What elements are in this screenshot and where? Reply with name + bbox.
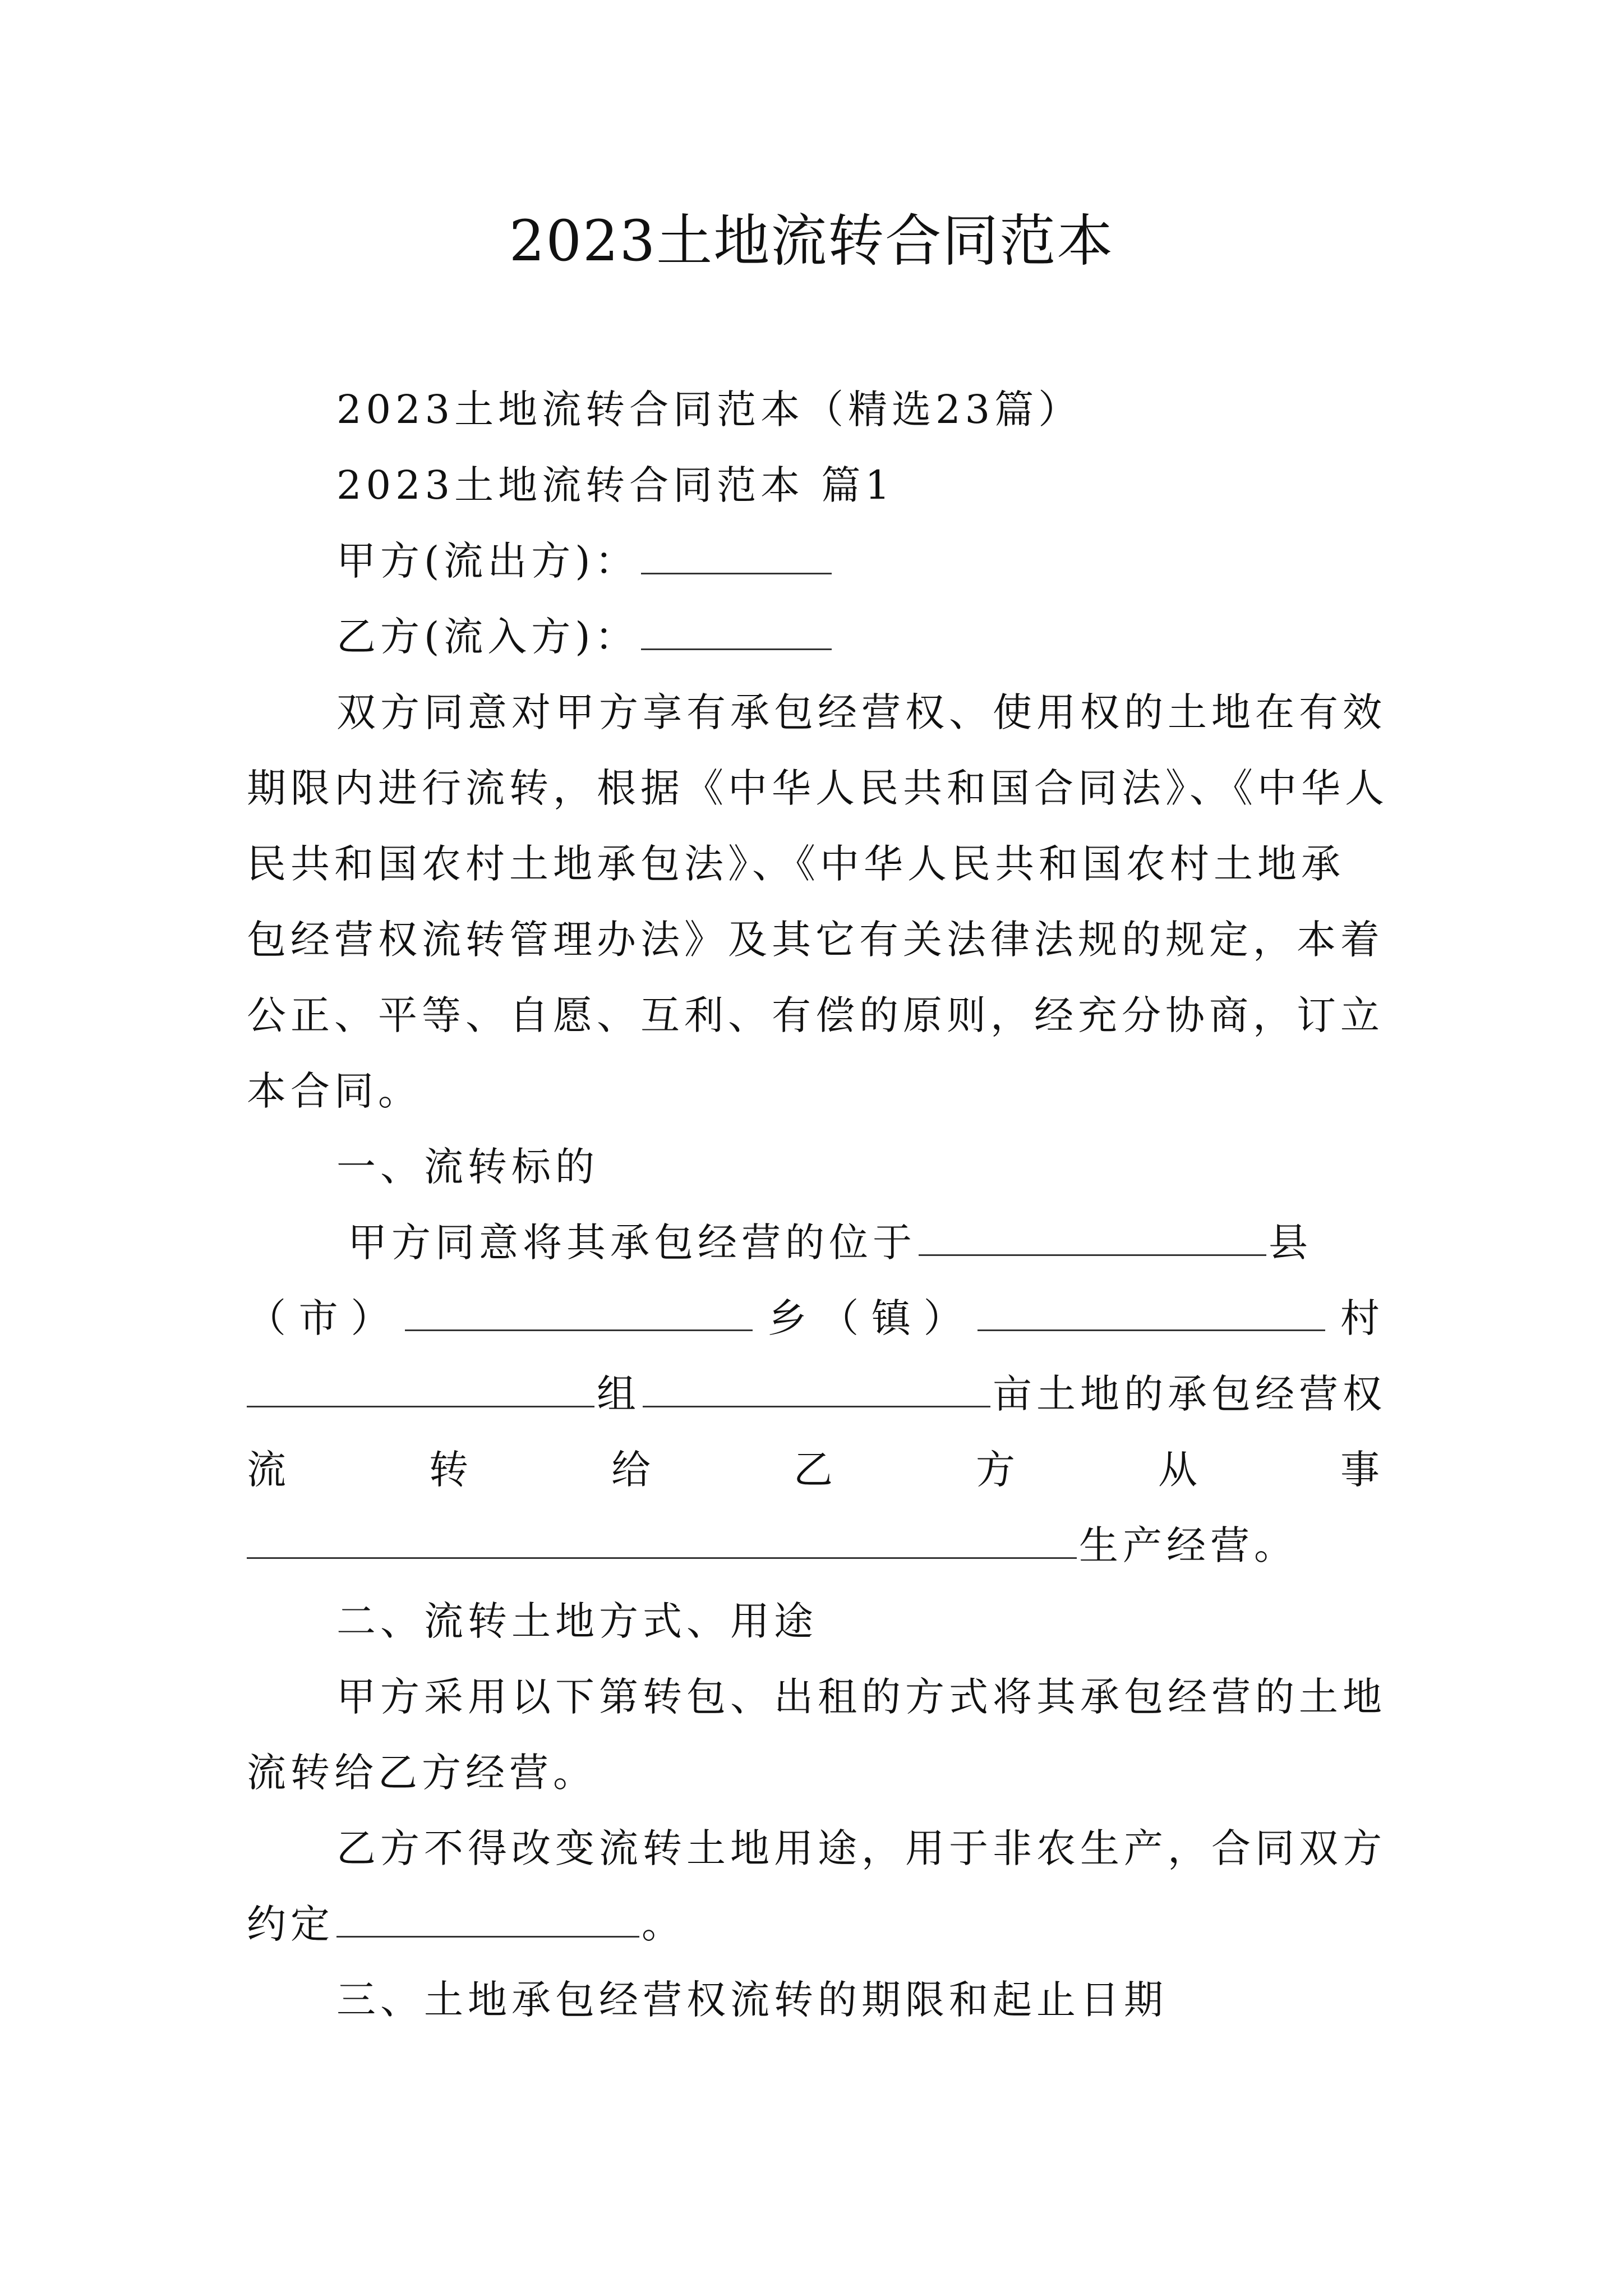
intro-line-1: 双方同意对甲方享有承包经营权、使用权的土地在有效 <box>336 689 1386 735</box>
intro-line-5: 公正、平等、自愿、互利、有偿的原则，经充分协商，订立 <box>247 992 1384 1038</box>
clause2-p1-line1: 甲方采用以下第转包、出租的方式将其承包经营的土地 <box>336 1674 1386 1720</box>
town-label: 镇 <box>871 1295 911 1341</box>
document-subtitle: 2023土地流转合同范本（精选23篇） <box>336 386 1082 432</box>
agreement-end: 。 <box>642 1901 685 1947</box>
city-blank[interactable] <box>405 1290 753 1331</box>
group-blank[interactable] <box>643 1366 990 1407</box>
transfer-word: 事 <box>1340 1447 1380 1493</box>
transfer-word: 从 <box>1158 1447 1197 1493</box>
clause1-transfer-line <box>247 1442 1380 1498</box>
transfer-word: 转 <box>429 1447 468 1493</box>
intro-line-2: 期限内进行流转，根据《中华人民共和国合同法》、《中华人 <box>247 765 1389 811</box>
party-b-blank[interactable] <box>641 609 832 650</box>
clause1-location-text: 甲方同意将其承包经营的位于 <box>348 1220 916 1266</box>
clause2-heading: 二、流转土地方式、用途 <box>336 1598 818 1644</box>
city-label: 市 <box>298 1295 338 1341</box>
section-heading: 2023土地流转合同范本 篇1 <box>336 462 895 508</box>
intro-line-4: 包经营权流转管理办法》及其它有关法律法规的规定，本着 <box>247 917 1384 963</box>
clause3-heading: 三、土地承包经营权流转的期限和起止日期 <box>336 1977 1168 2023</box>
city-open: （ <box>247 1295 286 1341</box>
party-a-label: 甲方(流出方)： <box>336 538 639 584</box>
agreement-label: 约定 <box>247 1901 334 1947</box>
clause1-purpose-line <box>247 1517 1380 1573</box>
intro-line-3: 民共和国农村土地承包法》、《中华人民共和国农村土地承 <box>247 841 1345 887</box>
document-title: 2023土地流转合同范本 <box>509 208 1114 274</box>
transfer-word: 乙 <box>794 1447 833 1493</box>
town-open: （ <box>819 1295 859 1341</box>
party-b-label: 乙方(流入方)： <box>336 614 639 660</box>
purpose-end: 生产经营。 <box>1079 1522 1298 1568</box>
county-blank[interactable] <box>919 1215 1266 1256</box>
party-a-line <box>336 533 834 589</box>
city-close: ） <box>351 1295 390 1341</box>
mu-label: 亩土地的承包经营权 <box>993 1371 1386 1417</box>
clause1-group-line <box>247 1366 1386 1422</box>
clause1-heading: 一、流转标的 <box>336 1144 599 1190</box>
clause1-city-line <box>247 1290 1380 1346</box>
transfer-word: 流 <box>247 1447 286 1493</box>
town-blank[interactable] <box>978 1290 1325 1331</box>
township-label: 乡 <box>767 1295 807 1341</box>
party-b-line <box>336 609 834 665</box>
village-blank[interactable] <box>247 1366 594 1407</box>
clause2-p1-line2: 流转给乙方经营。 <box>247 1750 597 1796</box>
transfer-word: 方 <box>976 1447 1015 1493</box>
group-label: 组 <box>597 1371 640 1417</box>
county-label: 县 <box>1269 1220 1312 1266</box>
party-a-blank[interactable] <box>641 533 832 574</box>
purpose-blank[interactable] <box>247 1518 1077 1559</box>
town-close: ） <box>923 1295 963 1341</box>
village-label: 村 <box>1340 1295 1380 1341</box>
clause1-location-line <box>348 1214 1312 1271</box>
clause2-p2-line1: 乙方不得改变流转土地用途，用于非农生产，合同双方 <box>336 1825 1386 1871</box>
transfer-word: 给 <box>611 1447 651 1493</box>
clause2-p2-line2 <box>247 1896 1380 1952</box>
agreement-blank[interactable] <box>336 1897 639 1938</box>
intro-line-6: 本合同。 <box>247 1068 422 1114</box>
